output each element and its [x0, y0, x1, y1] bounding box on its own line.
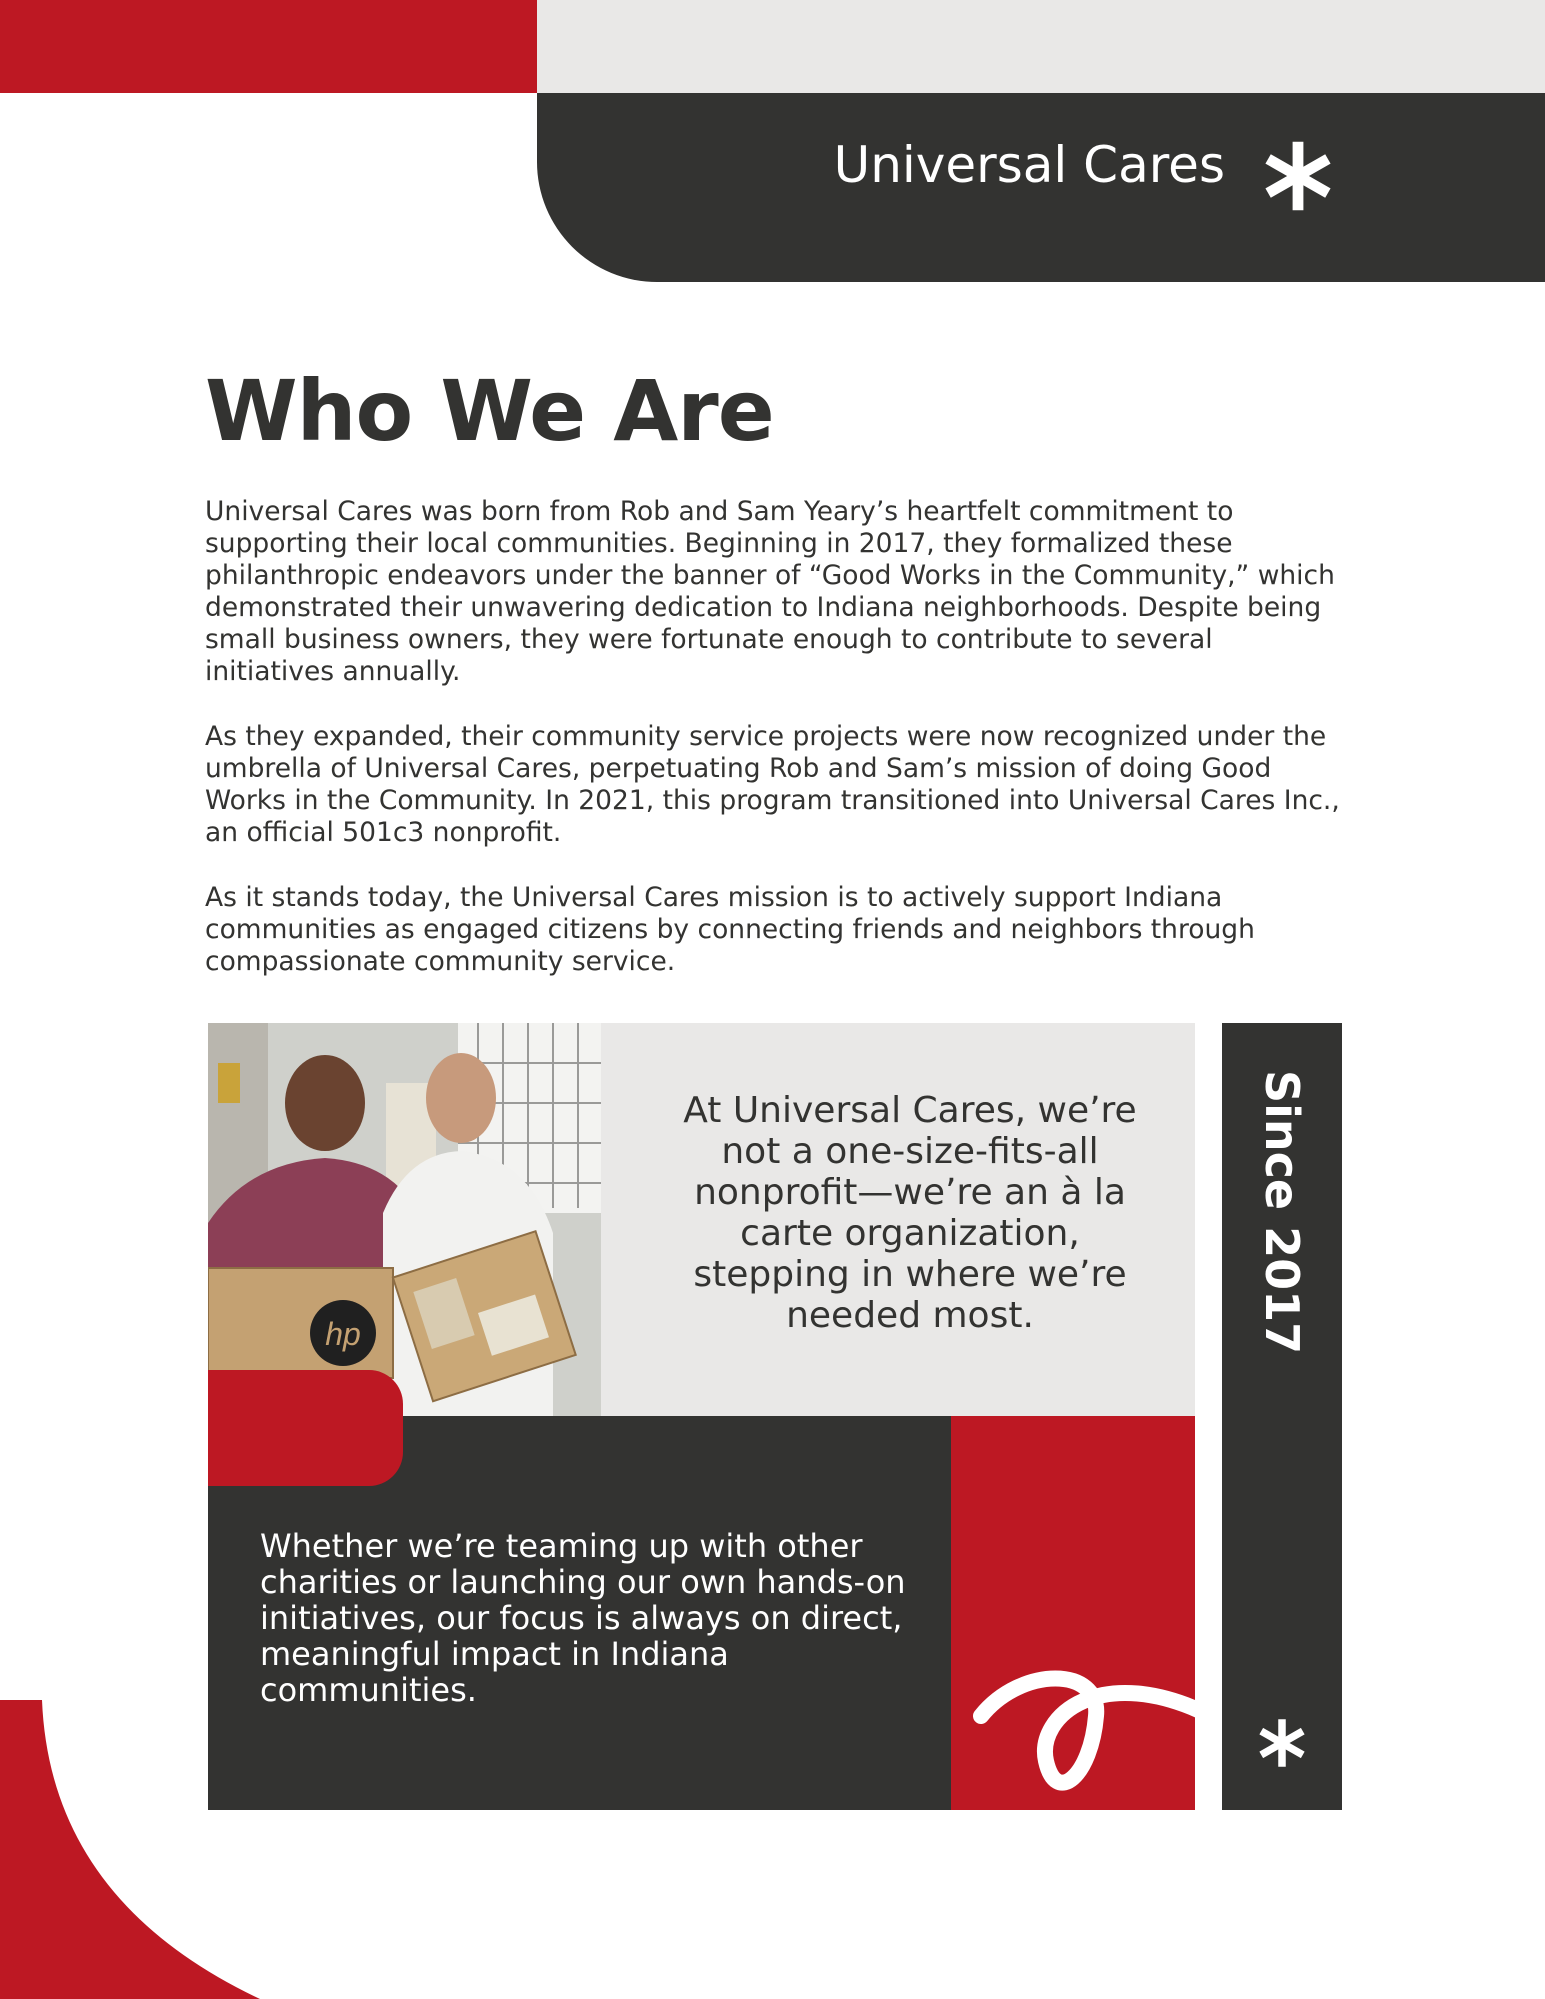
top-grey-band [537, 0, 1545, 93]
impact-text: Whether we’re teaming up with other charities or launching our own hands-on initiatives, our focus is always on direct, meaningful impact in Indiana communities. [260, 1527, 906, 1709]
red-accent-panel [951, 1416, 1195, 1810]
since-label: Since 2017 [1255, 1070, 1309, 1355]
red-tab-decoration [208, 1370, 403, 1486]
squiggle-icon [951, 1416, 1195, 1810]
bottom-arc-decoration [0, 1700, 300, 1999]
page-title: Who We Are [205, 362, 774, 460]
asterisk-icon [1257, 1718, 1307, 1768]
mission-paragraph: As it stands today, the Universal Cares mission is to actively support Indiana communities as engaged citizens by connecting friends and neighbors through compassionate community service. [205, 882, 1255, 977]
history-paragraph: As they expanded, their community service projects were now recognized under the umbrella of Universal Cares, perpetuating Rob and Sam’s mission of doing Good Works in the Community. In 2021, this program transitioned into Universal Cares Inc., an official 501c3 nonprofit. [205, 721, 1340, 848]
hp-logo: hp [325, 1316, 361, 1352]
quote-text: At Universal Cares, we’re not a one-size-fits-all nonprofit—we’re an à la carte organization, stepping in where we’re needed most. [683, 1090, 1137, 1336]
asterisk-icon [1262, 140, 1334, 212]
intro-paragraph: Universal Cares was born from Rob and Sam Yeary’s heartfelt commitment to supporting their local communities. Beginning in 2017, they formalized these philanthropic endeavors under the banner of “Good Works in the Community,” which demonstrated their unwavering dedication to Indiana neighborhoods. Despite being small business owners, they were fortunate enough to contribute to several initiatives annually. [205, 496, 1335, 687]
team-photo [208, 1023, 601, 1416]
top-red-band [0, 0, 537, 93]
header-title: Universal Cares [833, 136, 1225, 194]
